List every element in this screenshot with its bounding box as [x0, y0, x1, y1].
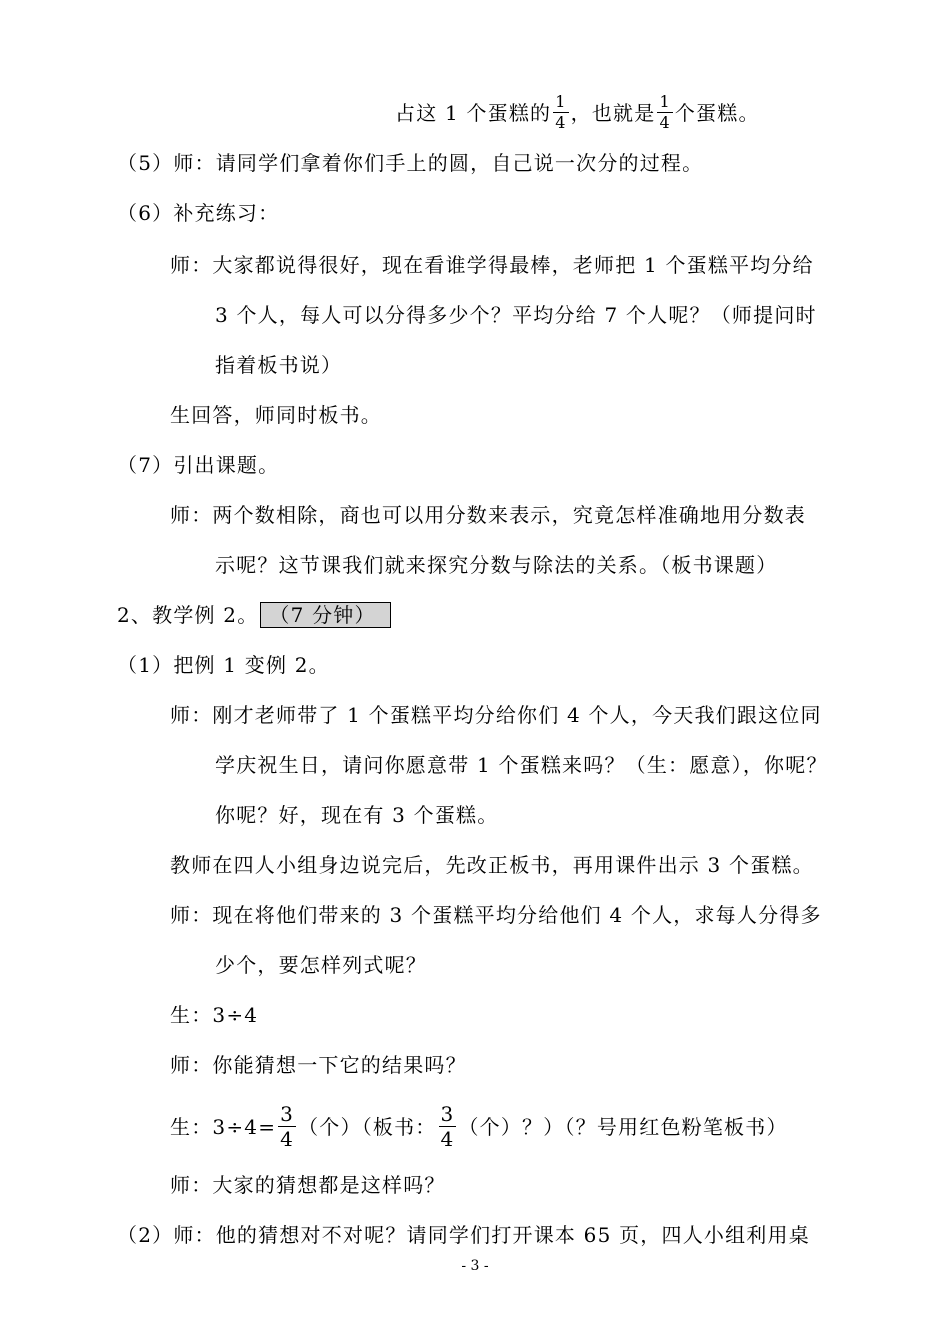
text-line: （2）师：他的猜想对不对呢？请同学们打开课本 65 页，四人小组利用桌 — [117, 1223, 810, 1247]
fraction — [553, 94, 568, 131]
text-line: 3 个人，每人可以分得多少个？平均分给 7 个人呢？（师提问时 — [215, 303, 817, 327]
text-line: （1）把例 1 变例 2。 — [117, 653, 330, 677]
text-line — [395, 92, 760, 133]
text-line: 师：你能猜想一下它的结果吗？ — [170, 1053, 467, 1077]
text-line: 示呢？这节课我们就来探究分数与除法的关系。（板书课题） — [215, 553, 778, 577]
page-number: - 3 - — [461, 1258, 489, 1274]
text-line: 少个，要怎样列式呢？ — [215, 953, 427, 977]
text-segment: 2、教学例 2。 — [117, 603, 259, 627]
fraction-numerator: 1 — [659, 92, 671, 111]
text-segment: ，也就是 — [570, 101, 656, 125]
text-line: 教师在四人小组身边说完后，先改正板书，再用课件出示 3 个蛋糕。 — [170, 853, 814, 877]
text-line: 师：大家的猜想都是这样吗？ — [170, 1173, 446, 1197]
fraction-numerator: 1 — [555, 92, 567, 111]
text-line: （6）补充练习： — [117, 201, 280, 225]
fraction-denominator: 4 — [659, 113, 671, 132]
text-line: 师：两个数相除，商也可以用分数来表示，究竟怎样准确地用分数表 — [170, 503, 806, 527]
text-line: 生：3÷4 — [170, 1003, 259, 1027]
text-line — [170, 1102, 788, 1151]
text-segment: （个）（板书： — [298, 1115, 437, 1139]
text-line: 学庆祝生日，请问你愿意带 1 个蛋糕来吗？（生：愿意），你呢？ — [215, 753, 828, 777]
text-line: （7）引出课题。 — [117, 453, 280, 477]
text-line: 师：现在将他们带来的 3 个蛋糕平均分给他们 4 个人，求每人分得多 — [170, 903, 822, 927]
time-box: （7 分钟） — [260, 602, 390, 628]
text-line: 指着板书说） — [215, 353, 343, 377]
text-line: 师：大家都说得很好，现在看谁学得最棒，老师把 1 个蛋糕平均分给 — [170, 253, 814, 277]
text-line: 生回答，师同时板书。 — [170, 403, 382, 427]
text-line: （5）师：请同学们拿着你们手上的圆，自己说一次分的过程。 — [117, 151, 704, 175]
fraction — [278, 1104, 296, 1149]
fraction-denominator: 4 — [555, 113, 567, 132]
fraction — [439, 1104, 457, 1149]
fraction-denominator: 4 — [440, 1127, 455, 1151]
fraction — [657, 94, 672, 131]
text-segment: （个）？）（？号用红色粉笔板书） — [458, 1115, 788, 1139]
fraction-denominator: 4 — [280, 1127, 295, 1151]
text-segment: 占这 1 个蛋糕的 — [395, 101, 552, 125]
text-segment: 生：3÷4= — [170, 1115, 277, 1139]
fraction-numerator: 3 — [280, 1102, 295, 1126]
text-line: 师：刚才老师带了 1 个蛋糕平均分给你们 4 个人，今天我们跟这位同 — [170, 703, 822, 727]
text-line — [117, 602, 391, 628]
text-segment: 个蛋糕。 — [674, 101, 760, 125]
fraction-numerator: 3 — [440, 1102, 455, 1126]
text-line: 你呢？好，现在有 3 个蛋糕。 — [215, 803, 499, 827]
